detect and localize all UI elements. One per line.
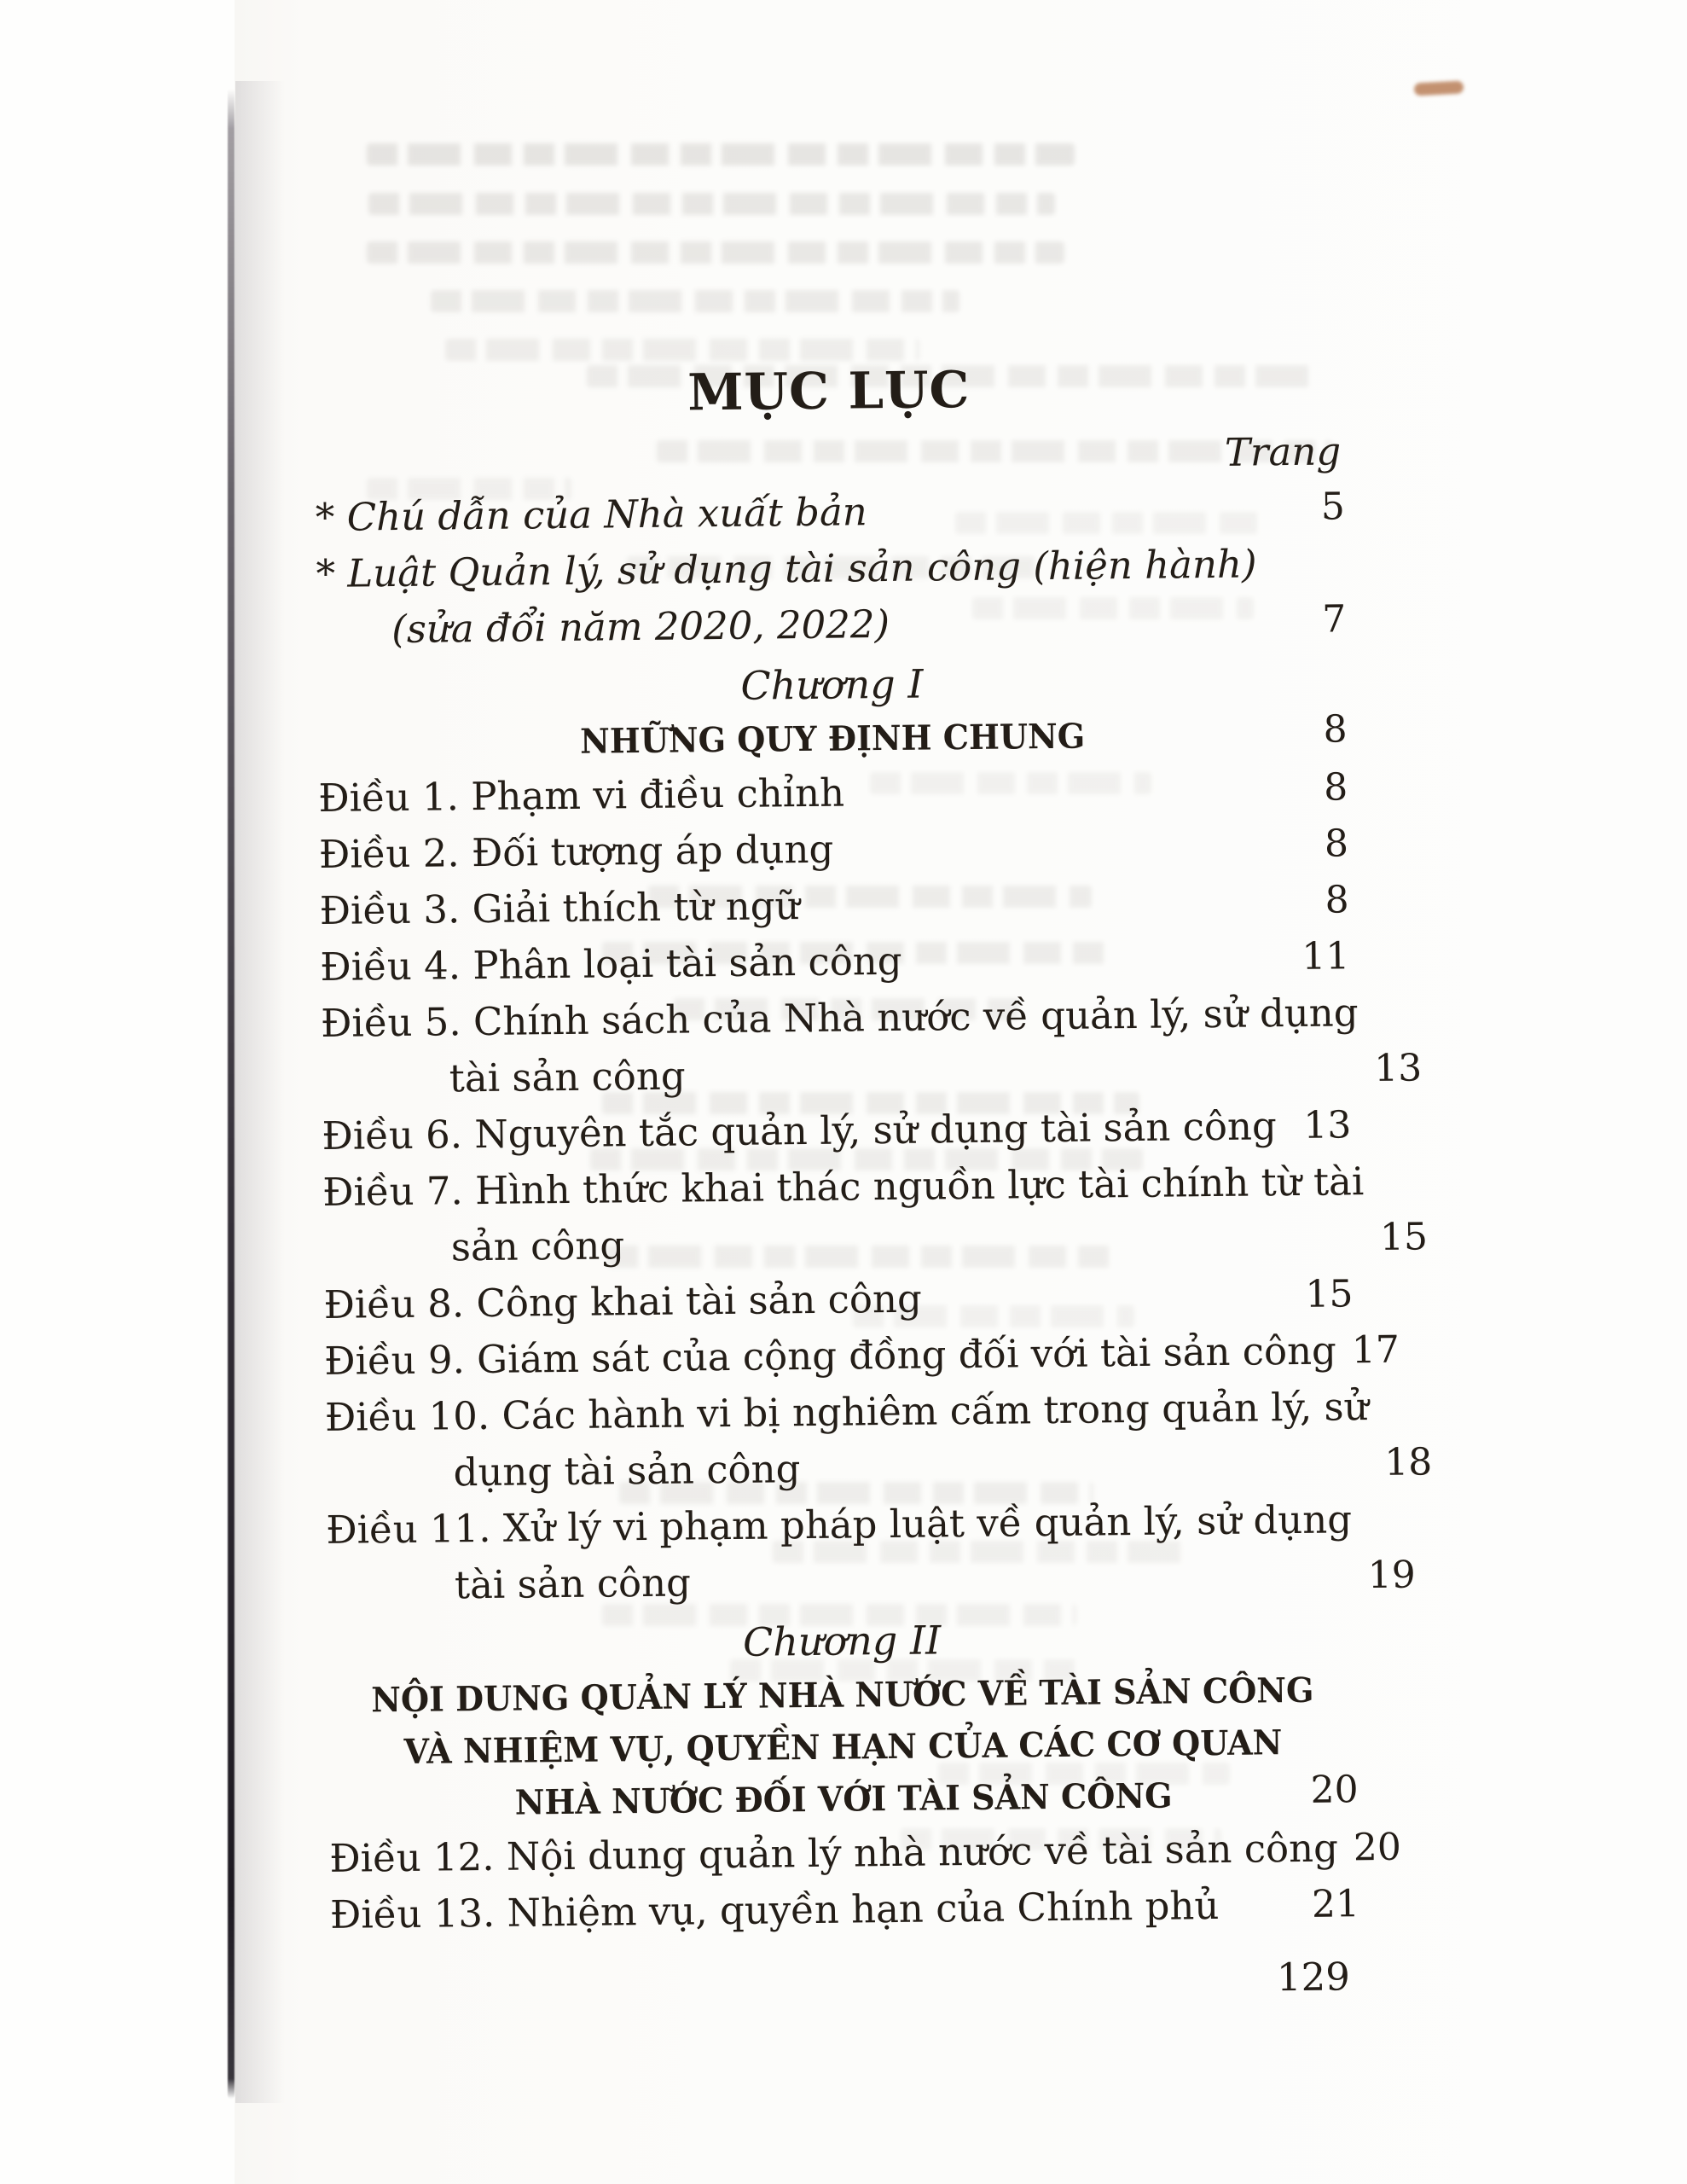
- toc-content: [314, 354, 1433, 2013]
- toc-entry-page-number: 8: [1325, 878, 1349, 922]
- toc-entry-label: [320, 933, 902, 996]
- book-page-number: 129: [1276, 1954, 1351, 2001]
- toc-entry-line: Điều 6. Nguyên tắc quản lý, sử dụng tài sản công: [322, 1103, 1278, 1159]
- page-column-header: Trang: [1224, 428, 1342, 475]
- toc-entry-label: [321, 985, 1359, 1108]
- toc-entry-line: Điều 13. Nhiệm vụ, quyền hạn của Chính phủ: [329, 1882, 1220, 1937]
- toc-entry-page-number: 21: [1311, 1882, 1360, 1926]
- toc-entry: [322, 1097, 1352, 1165]
- toc-entry-line: Điều 8. Công khai tài sản công: [323, 1275, 922, 1327]
- toc-entry-page-number: 15: [1305, 1272, 1354, 1316]
- toc-entry: [322, 1153, 1429, 1277]
- toc-entry-line: Điều 3. Giải thích từ ngữ: [319, 883, 800, 933]
- toc-entry-line: Điều 5. Chính sách của Nhà nước về quản lý, sử dụng: [320, 990, 1359, 1046]
- toc-entry-page-number: 8: [1324, 822, 1349, 866]
- toc-entry-line: Điều 9. Giám sát của cộng đồng đối với tài sản công: [323, 1327, 1337, 1384]
- bleedthrough-text-smudge: [445, 339, 919, 361]
- bleedthrough-text-smudge: [368, 193, 1055, 215]
- toc-entry-page-number: 20: [1353, 1825, 1402, 1870]
- toc-entry-page-number: 17: [1351, 1327, 1400, 1373]
- toc-entry: [318, 759, 1348, 827]
- toc-entry-line: Điều 11. Xử lý vi phạm pháp luật về quản lý, sử dụng: [326, 1496, 1353, 1553]
- toc-entry: [324, 1379, 1433, 1502]
- page-title: MỤC LỤC: [687, 359, 971, 422]
- chapter-title-line: NHÀ NƯỚC ĐỐI VỚI TÀI SẢN CÔNG: [514, 1775, 1173, 1823]
- toc-entry: [319, 816, 1349, 883]
- toc-entry-label: [329, 1821, 1338, 1887]
- page-edge-shadow-line: [228, 89, 235, 2099]
- toc-entry: [323, 1266, 1354, 1333]
- toc-entry-line: dụng tài sản công: [453, 1446, 801, 1496]
- toc-entry-line: Điều 4. Phân loại tài sản công: [320, 938, 902, 990]
- toc-entry-line: (sửa đổi năm 2020, 2022): [391, 601, 890, 653]
- chapter-page-number: 8: [1323, 707, 1348, 752]
- toc-entry: [329, 1820, 1402, 1887]
- toc-entry-label: [322, 1098, 1277, 1165]
- toc-entry-label: [322, 1153, 1365, 1277]
- red-ink-smudge: [1414, 80, 1464, 96]
- toc-entry-label: [324, 1323, 1336, 1390]
- chapter-title-line: VÀ NHIỆM VỤ, QUYỀN HẠN CỦA CÁC CƠ QUAN: [403, 1722, 1283, 1772]
- toc-entry-label: [330, 1878, 1220, 1943]
- toc-entry-label: [316, 536, 1257, 659]
- chapter-title: [328, 1664, 1359, 1831]
- toc-entry-label: [325, 1379, 1370, 1502]
- toc-entry-line: Điều 7. Hình thức khai thác nguồn lực tài chính từ tài: [322, 1159, 1365, 1215]
- chapter-title-line: NHỮNG QUY ĐỊNH CHUNG: [579, 716, 1086, 762]
- toc-entry-label: [316, 484, 868, 546]
- toc-entry-page-number: 13: [1373, 1046, 1423, 1091]
- toc-entry: [316, 479, 1346, 546]
- toc-entry: [323, 1322, 1400, 1390]
- chapter-label: Chương I: [740, 660, 924, 709]
- toc-entry-label: [323, 1271, 922, 1333]
- toc-entry-label: [319, 878, 800, 939]
- toc-entry-line: Điều 10. Các hành vi bị nghiêm cấm trong quản lý, sử: [324, 1384, 1369, 1440]
- toc-entry-page-number: 7: [1321, 597, 1347, 642]
- toc-entry-page-number: 11: [1301, 934, 1350, 979]
- toc-entry-page-number: 5: [1320, 485, 1346, 529]
- toc-entry: [316, 535, 1346, 659]
- toc-entry-page-number: 19: [1367, 1553, 1416, 1598]
- toc-entry-label: [326, 1491, 1353, 1615]
- toc-body: [315, 479, 1433, 1943]
- chapter-label: Chương II: [742, 1617, 942, 1665]
- toc-entry: [330, 1876, 1360, 1943]
- chapter-title: [317, 707, 1348, 770]
- toc-entry-page-number: 8: [1323, 765, 1348, 810]
- bleedthrough-text-smudge: [367, 241, 1064, 264]
- toc-entry-page-number: 13: [1303, 1103, 1352, 1147]
- chapter-page-number: 20: [1310, 1768, 1359, 1812]
- toc-entry: [319, 872, 1349, 939]
- toc-entry-line: Điều 12. Nội dung quản lý nhà nước về tài sản công: [329, 1825, 1339, 1881]
- chapter-title-line: NỘI DUNG QUẢN LÝ NHÀ NƯỚC VỀ TÀI SẢN CÔNG: [371, 1670, 1314, 1721]
- toc-entry: [320, 928, 1350, 996]
- page-edge-shade: [235, 81, 285, 2103]
- toc-entry: [326, 1491, 1416, 1615]
- toc-entry-line: * Chú dẫn của Nhà xuất bản: [315, 489, 868, 540]
- toc-entry-label: [319, 822, 834, 883]
- toc-entry-page-number: 18: [1384, 1440, 1433, 1484]
- bleedthrough-text-smudge: [367, 143, 1075, 166]
- toc-entry-label: [318, 765, 844, 827]
- toc-entry-line: tài sản công: [449, 1053, 686, 1101]
- toc-entry: [320, 985, 1423, 1108]
- toc-entry-line: Điều 2. Đối tượng áp dụng: [318, 826, 834, 877]
- toc-entry-line: tài sản công: [454, 1560, 692, 1608]
- toc-entry-line: Điều 1. Phạm vi điều chỉnh: [318, 770, 845, 821]
- toc-entry-page-number: 15: [1379, 1215, 1429, 1259]
- toc-entry-line: sản công: [450, 1223, 625, 1270]
- bleedthrough-text-smudge: [431, 290, 959, 312]
- toc-entry-line: * Luật Quản lý, sử dụng tài sản công (hiện hành): [316, 541, 1257, 596]
